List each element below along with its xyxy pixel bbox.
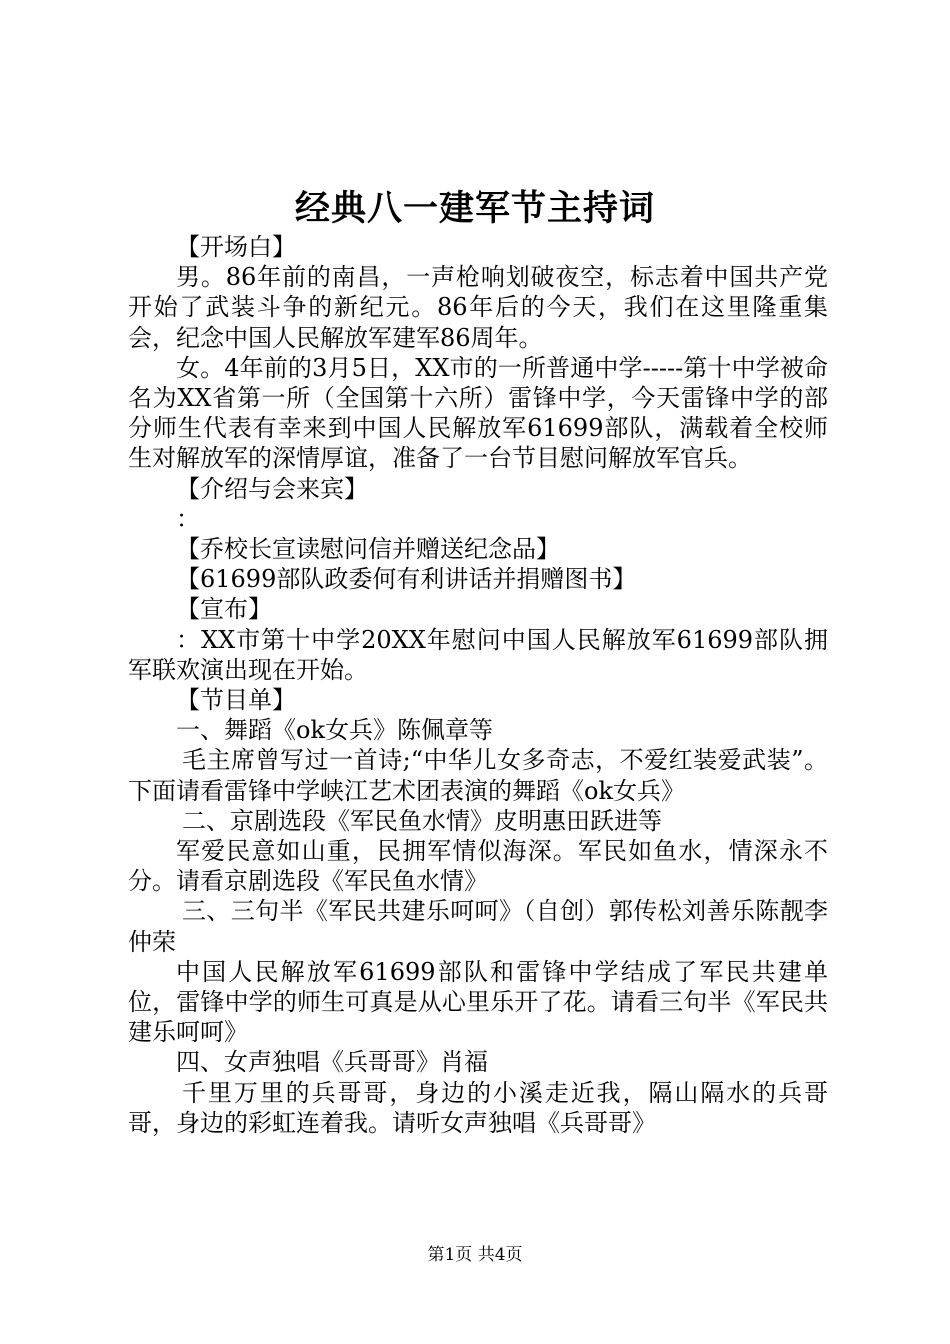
paragraph-announcement: ：XX市第十中学20XX年慰问中国人民解放军61699部队拥军联欢演出现在开始。 bbox=[128, 625, 828, 684]
paragraph-announce-heading: 【宣布】 bbox=[176, 595, 272, 624]
document-body bbox=[128, 232, 828, 1138]
program-intro-4: 千里万里的兵哥哥，身边的小溪走近我，隔山隔水的兵哥哥，身边的彩虹连着我。请听女声独唱《兵哥哥》 bbox=[128, 1078, 828, 1137]
paragraph-male-host: 男。86年前的南昌，一声枪响划破夜空，标志着中国共产党开始了武装斗争的新纪元。86年后的今天，我们在这里隆重集会，纪念中国人民解放军建军86周年。 bbox=[128, 263, 828, 352]
paragraph-program-heading: 【节目单】 bbox=[176, 686, 296, 715]
paragraph-female-host: 女。4年前的3月5日，XX市的一所普通中学-----第十中学被命名为XX省第一所（全国第十六所）雷锋中学，今天雷锋中学的部分师生代表有幸来到中国人民解放军61699部队，满载着全校师生对解放军的深情厚谊，准备了一台节目慰问解放军官兵。 bbox=[128, 353, 828, 473]
paragraph-colon: ： bbox=[176, 504, 200, 533]
program-intro-2: 军爱民意如山重，民拥军情似海深。军民如鱼水，情深永不分。请看京剧选段《军民鱼水情》 bbox=[128, 837, 828, 896]
program-intro-3: 中国人民解放军61699部队和雷锋中学结成了军民共建单位，雷锋中学的师生可真是从心里乐开了花。请看三句半《军民共建乐呵呵》 bbox=[128, 957, 828, 1047]
paragraph-commissar: 【61699部队政委何有利讲话并捐赠图书】 bbox=[176, 565, 637, 594]
paragraph-opening-heading: 【开场白】 bbox=[176, 233, 296, 261]
program-item-3: 三、三句半《军民共建乐呵呵》（自创）郭传松刘善乐陈靓李仲荣 bbox=[128, 897, 828, 956]
page-footer: 第1页 共4页 bbox=[427, 1245, 523, 1265]
program-item-2: 二、京剧选段《军民鱼水情》皮明惠田跃进等 bbox=[182, 806, 662, 835]
paragraph-principal: 【乔校长宣读慰问信并赠送纪念品】 bbox=[176, 535, 560, 564]
program-item-4: 四、女声独唱《兵哥哥》肖福 bbox=[176, 1048, 488, 1077]
program-item-1: 一、舞蹈《ok女兵》陈佩章等 bbox=[176, 716, 493, 745]
program-intro-1: 毛主席曾写过一首诗;“中华儿女多奇志，不爱红装爱武装”。下面请看雷锋中学峡江艺术团表演的舞蹈《ok女兵》 bbox=[128, 746, 828, 805]
paragraph-guests-heading: 【介绍与会来宾】 bbox=[176, 474, 368, 503]
document-title: 经典八一建军节主持词 bbox=[294, 188, 655, 229]
